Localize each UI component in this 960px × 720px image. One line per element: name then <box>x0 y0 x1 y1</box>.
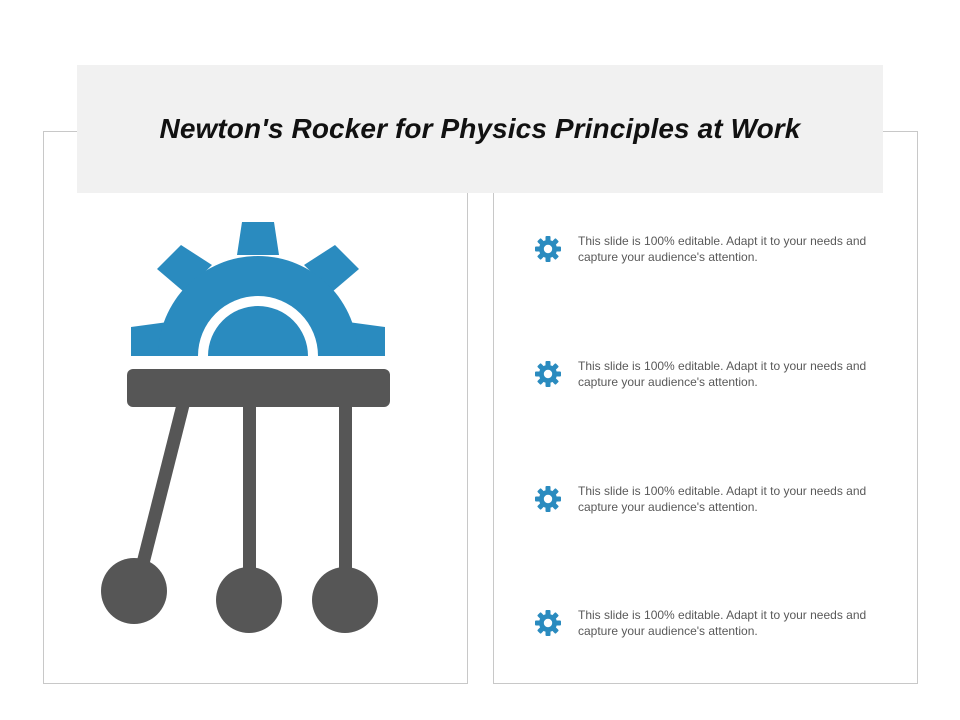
item-text: This slide is 100% editable. Adapt it to your needs and capture your audience's attention. <box>578 608 867 638</box>
gear-icon <box>534 235 562 263</box>
gear-icon <box>534 485 562 513</box>
gear-icon <box>534 609 562 637</box>
list-item <box>534 483 879 523</box>
item-text: This slide is 100% editable. Adapt it to your needs and capture your audience's attention. <box>578 359 867 389</box>
gear-icon <box>534 360 562 388</box>
list-item <box>534 233 879 273</box>
pendulum-ball <box>312 567 378 633</box>
right-panel <box>493 131 918 684</box>
pendulum-ball-swinging <box>101 558 167 624</box>
title-bar <box>77 65 883 193</box>
pendulum-ball <box>216 567 282 633</box>
newtons-cradle-gear-icon <box>95 215 395 640</box>
item-text: This slide is 100% editable. Adapt it to your needs and capture your audience's attention. <box>578 234 867 264</box>
list-item <box>534 358 879 398</box>
cradle-bar <box>127 369 390 407</box>
item-text: This slide is 100% editable. Adapt it to your needs and capture your audience's attention. <box>578 484 867 514</box>
page-title: Newton's Rocker for Physics Principles at Work <box>159 113 801 144</box>
list-item <box>534 607 879 647</box>
